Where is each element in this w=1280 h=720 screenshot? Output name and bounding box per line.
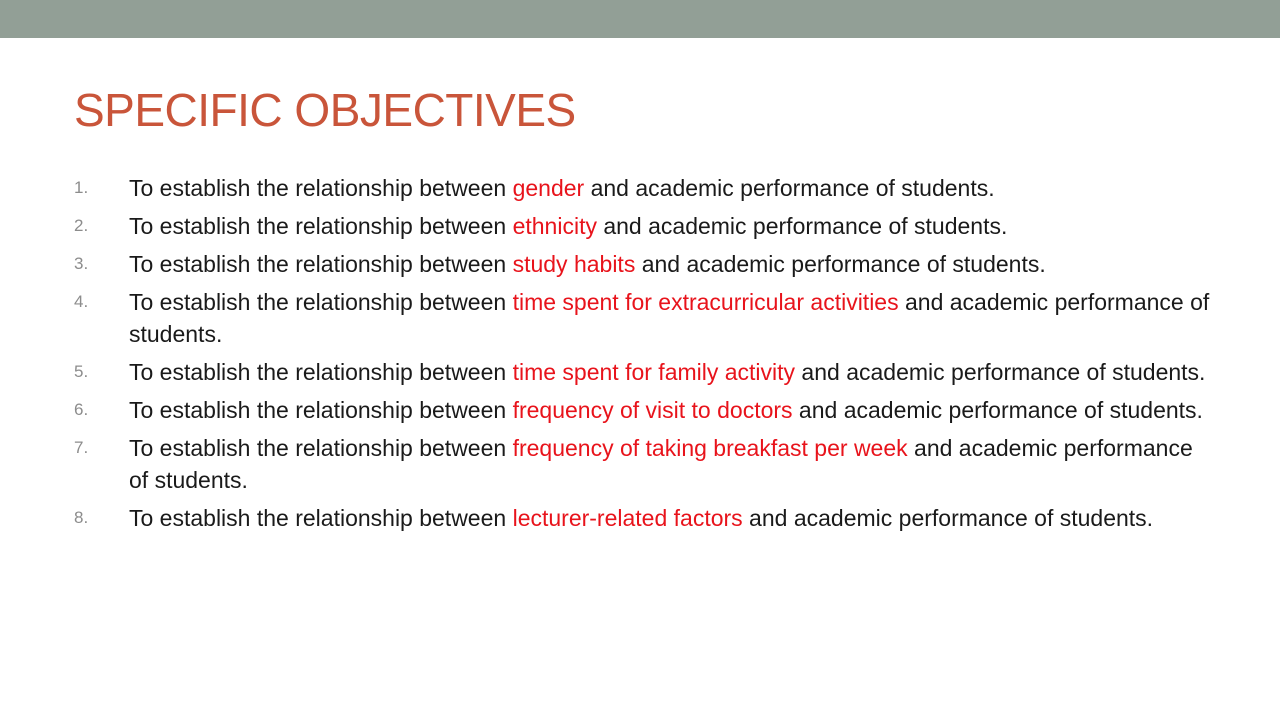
objective-text: To establish the relationship between <box>129 505 513 531</box>
objective-number: 6. <box>74 400 89 419</box>
objective-number: 7. <box>74 438 89 457</box>
objective-text: and academic performance of students. <box>129 435 1193 493</box>
objective-item <box>74 356 1214 388</box>
objective-highlight: lecturer-related factors <box>512 505 743 531</box>
objective-text: and academic performance of students. <box>742 505 1154 531</box>
objective-text: and academic performance of students. <box>792 397 1203 423</box>
objective-text: and academic performance of students. <box>584 175 995 201</box>
objective-item <box>74 502 1214 534</box>
objective-number: 4. <box>74 292 89 311</box>
objective-item <box>74 172 1214 204</box>
objectives-list <box>74 172 1214 534</box>
objective-highlight: ethnicity <box>512 213 597 239</box>
objective-text: and academic performance of students. <box>129 289 1210 347</box>
objective-number: 1. <box>74 178 89 197</box>
objective-item <box>74 394 1214 426</box>
objective-number: 5. <box>74 362 89 381</box>
objective-text: To establish the relationship between <box>129 175 513 201</box>
objective-highlight: time spent for family activity <box>512 359 796 385</box>
objective-text: To establish the relationship between <box>129 213 513 239</box>
slide-title: SPECIFIC OBJECTIVES <box>74 84 576 136</box>
objective-text: To establish the relationship between <box>129 435 513 461</box>
objective-text: To establish the relationship between <box>129 359 513 385</box>
objective-text: and academic performance of students. <box>635 251 1046 277</box>
objective-number: 8. <box>74 508 89 527</box>
objective-text: To establish the relationship between <box>129 397 513 423</box>
objective-text: and academic performance of students. <box>596 213 1008 239</box>
objective-item <box>74 248 1214 280</box>
objective-item <box>74 432 1214 496</box>
objective-highlight: frequency of visit to doctors <box>512 397 793 423</box>
top-bar <box>0 0 1280 38</box>
objective-number: 2. <box>74 216 89 235</box>
objective-item <box>74 210 1214 242</box>
objective-text: To establish the relationship between <box>129 289 513 315</box>
objective-item <box>74 286 1214 350</box>
objective-text: To establish the relationship between <box>129 251 513 277</box>
objective-highlight: frequency of taking breakfast per week <box>512 435 908 461</box>
objective-highlight: study habits <box>512 251 636 277</box>
objective-text: and academic performance of students. <box>795 359 1206 385</box>
objective-number: 3. <box>74 254 89 273</box>
objective-highlight: gender <box>512 175 585 201</box>
objective-highlight: time spent for extracurricular activities <box>512 289 899 315</box>
